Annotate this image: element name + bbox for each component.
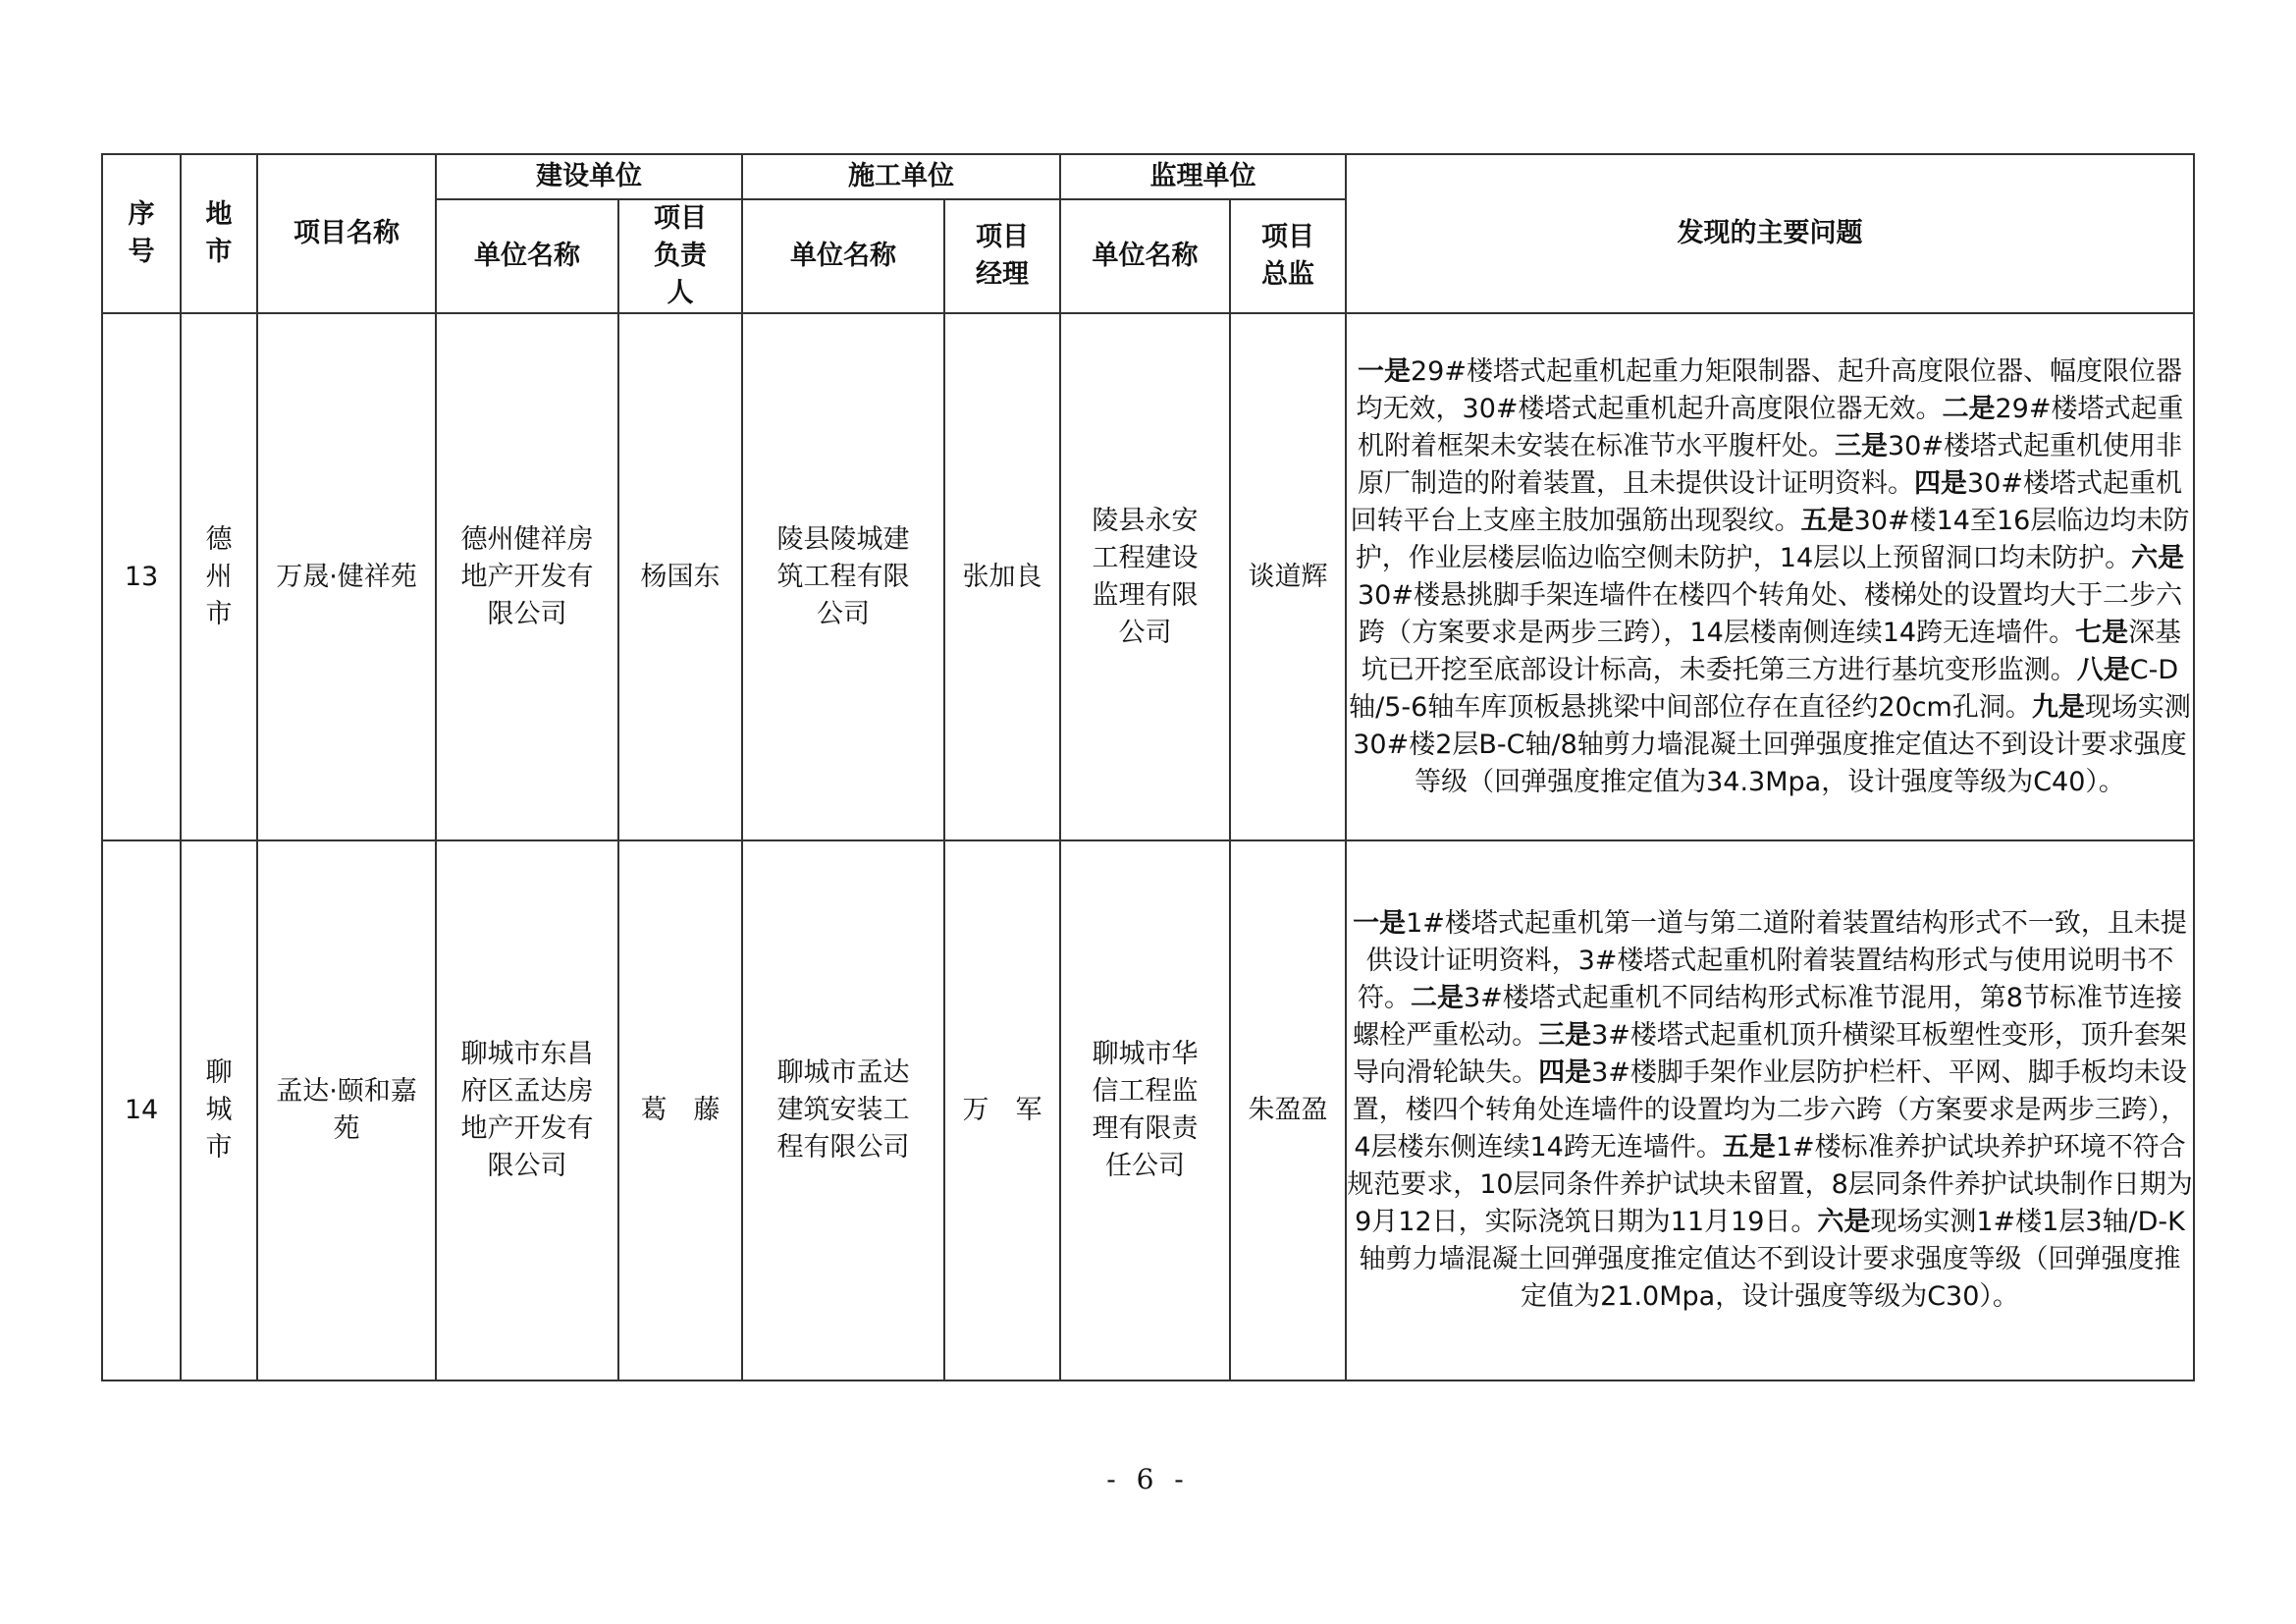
issue-bold: 一是 [1353, 908, 1407, 939]
issue-bold: 三是 [1538, 1020, 1592, 1051]
row-city: 德州市 [181, 313, 257, 840]
row-issues [1346, 840, 2194, 1380]
row-seq: 14 [102, 840, 181, 1380]
issue-text: 现场实测30#楼2层B-C轴/8轴剪力墙混凝土回弹强度推定值达不到设计要求强度等级（回弹强度推定值为34.3Mpa，设计强度等级为C40）。 [1353, 691, 2191, 797]
header-project-leader: 项目负责人 [618, 199, 742, 313]
header-supervision-unit: 监理单位 [1060, 154, 1346, 199]
issue-text: 1#楼塔式起重机第一道与第二道附着装置结构形式不一致，且未提供设计证明资料，3#楼塔式起重机附着装置结构形式与使用说明书不符。 [1358, 908, 2187, 1013]
row-city: 聊城市 [181, 840, 257, 1380]
row-construction-leader: 葛 藤 [618, 840, 742, 1380]
issue-bold: 九是 [2031, 691, 2085, 723]
issue-text: 30#楼塔式起重机回转平台上支座主肢加强筋出现裂纹。 [1350, 467, 2182, 536]
header-builder-unit: 施工单位 [742, 154, 1060, 199]
row-seq: 13 [102, 313, 181, 840]
issue-bold: 五是 [1722, 1132, 1776, 1163]
issue-text: 30#楼14至16层临边均未防护，作业层楼层临边临空侧未防护，14层以上预留洞口均未防护。 [1355, 505, 2190, 573]
row-supervision-unit: 陵县永安工程建设监理有限公司 [1060, 313, 1230, 840]
row-builder-manager: 万 军 [944, 840, 1060, 1380]
row-supervision-chief: 谈道辉 [1230, 313, 1346, 840]
row-builder-unit: 聊城市孟达建筑安装工程有限公司 [742, 840, 944, 1380]
row-issues [1346, 313, 2194, 840]
row-supervision-unit: 聊城市华信工程监理有限责任公司 [1060, 840, 1230, 1380]
issue-text: 现场实测1#楼1层3轴/D-K轴剪力墙混凝土回弹强度推定值达不到设计要求强度等级（回弹强度推定值为21.0Mpa，设计强度等级为C30）。 [1359, 1207, 2185, 1312]
row-supervision-chief: 朱盈盈 [1230, 840, 1346, 1380]
issue-text: 深基坑已开挖至底部设计标高，未委托第三方进行基坑变形监测。 [1361, 617, 2182, 685]
row-construction-leader: 杨国东 [618, 313, 742, 840]
table-row [102, 840, 2194, 1380]
issue-text: 29#楼塔式起重机起重力矩限制器、起升高度限位器、幅度限位器均无效，30#楼塔式起重机起升高度限位器无效。 [1356, 355, 2182, 424]
inspection-table [101, 153, 2195, 1381]
issue-bold: 六是 [1817, 1207, 1871, 1237]
row-builder-manager: 张加良 [944, 313, 1060, 840]
row-project: 孟达·颐和嘉苑 [257, 840, 436, 1380]
issue-bold: 二是 [1411, 983, 1464, 1013]
header-builder-unit-name: 单位名称 [742, 199, 944, 313]
issue-text: 3#楼脚手架作业层防护栏杆、平网、脚手板均未设置，楼四个转角处连墙件的设置均为二步六跨（方案要求是两步三跨），4层楼东侧连续14跨无连墙件。 [1352, 1057, 2188, 1163]
header-seq: 序号 [102, 154, 181, 313]
issue-bold: 三是 [1835, 430, 1888, 461]
header-issues: 发现的主要问题 [1346, 154, 2194, 313]
issue-text: 29#楼塔式起重机附着框架未安装在标准节水平腹杆处。 [1358, 393, 2184, 461]
header-project-name: 项目名称 [257, 154, 436, 313]
issue-text: 3#楼塔式起重机顶升横梁耳板塑性变形，顶升套架导向滑轮缺失。 [1353, 1020, 2187, 1088]
issue-text: 3#楼塔式起重机不同结构形式标准节混用，第8节标准节连接螺栓严重松动。 [1353, 983, 2182, 1051]
row-builder-unit: 陵县陵城建筑工程有限公司 [742, 313, 944, 840]
row-construction-unit: 聊城市东昌府区孟达房地产开发有限公司 [436, 840, 618, 1380]
issue-text: 1#楼标准养护试块养护环境不符合规范要求，10层同条件养护试块未留置，8层同条件养护试块制作日期为9月12日，实际浇筑日期为11月19日。 [1347, 1132, 2193, 1237]
header-construction-unit-name: 单位名称 [436, 199, 618, 313]
issue-text: 30#楼塔式起重机使用非原厂制造的附着装置，且未提供设计证明资料。 [1358, 430, 2182, 499]
header-city: 地市 [181, 154, 257, 313]
row-project: 万晟·健祥苑 [257, 313, 436, 840]
issue-bold: 四是 [1914, 467, 1967, 499]
header-supervision-unit-name: 单位名称 [1060, 199, 1230, 313]
page-number: - 6 - [1106, 1463, 1190, 1495]
header-construction-unit: 建设单位 [436, 154, 742, 199]
row-construction-unit: 德州健祥房地产开发有限公司 [436, 313, 618, 840]
header-project-manager: 项目经理 [944, 199, 1060, 313]
header-chief-supervisor: 项目总监 [1230, 199, 1346, 313]
issue-bold: 八是 [2076, 654, 2130, 685]
issue-bold: 二是 [1942, 393, 1996, 424]
table-row [102, 313, 2194, 840]
issue-bold: 六是 [2131, 542, 2185, 573]
issue-bold: 七是 [2075, 617, 2129, 648]
issue-text: 30#楼悬挑脚手架连墙件在楼四个转角处、楼梯处的设置均大于二步六跨（方案要求是两步三跨），14层楼南侧连续14跨无连墙件。 [1358, 579, 2182, 648]
issue-bold: 五是 [1800, 505, 1854, 536]
issue-bold: 四是 [1538, 1057, 1592, 1088]
issue-bold: 一是 [1358, 355, 1411, 387]
issue-text: C-D轴/5-6轴车库顶板悬挑梁中间部位存在直径约20cm孔洞。 [1349, 654, 2179, 723]
